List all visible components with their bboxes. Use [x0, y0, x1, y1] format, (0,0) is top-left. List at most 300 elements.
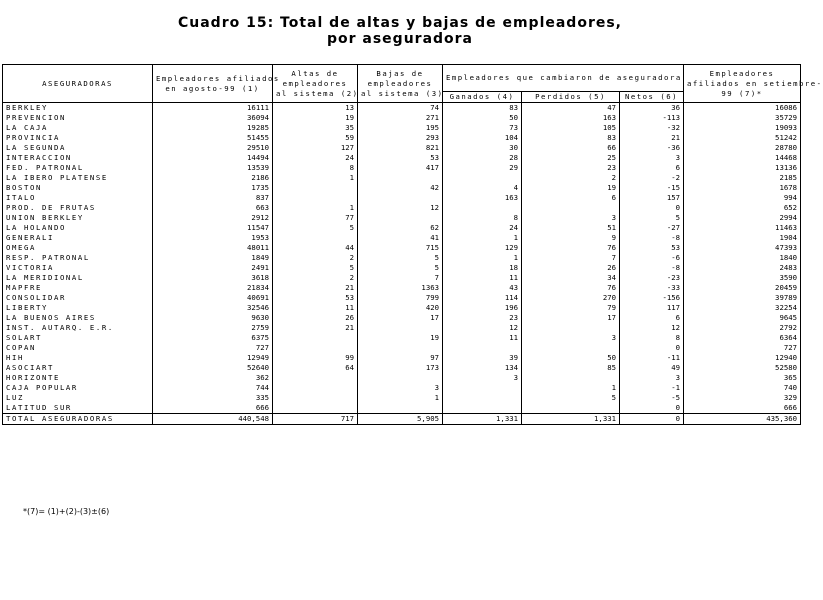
cell-perdidos: [522, 343, 620, 353]
total-altas: 717: [273, 414, 358, 425]
cell-altas: 11: [273, 303, 358, 313]
cell-netos: 0: [620, 343, 684, 353]
cell-altas: [273, 193, 358, 203]
cell-afiliados-setiembre: 2185: [684, 173, 801, 183]
cell-ganados: 29: [443, 163, 522, 173]
cell-bajas: [358, 343, 443, 353]
table-row: [3, 403, 801, 414]
cell-afiliados-setiembre: 666: [684, 403, 801, 414]
aseguradora-name: LATITUD SUR: [3, 403, 153, 414]
cell-perdidos: 2: [522, 173, 620, 183]
aseguradora-name: INTERACCION: [3, 153, 153, 163]
cell-netos: -15: [620, 183, 684, 193]
cell-afiliados-setiembre: 329: [684, 393, 801, 403]
aseguradora-name: FED. PATRONAL: [3, 163, 153, 173]
cell-ganados: 23: [443, 313, 522, 323]
cell-ganados: 4: [443, 183, 522, 193]
cell-ganados: 1: [443, 233, 522, 243]
table-row: [3, 163, 801, 173]
cell-bajas: 715: [358, 243, 443, 253]
table-title: [0, 15, 800, 47]
aseguradora-name: LA CAJA: [3, 123, 153, 133]
cell-netos: -27: [620, 223, 684, 233]
cell-altas: 21: [273, 283, 358, 293]
aseguradora-name: CAJA POPULAR: [3, 383, 153, 393]
cell-ganados: 104: [443, 133, 522, 143]
cell-bajas: 1363: [358, 283, 443, 293]
cell-perdidos: 66: [522, 143, 620, 153]
table-row: [3, 123, 801, 133]
cell-perdidos: 51: [522, 223, 620, 233]
cell-altas: 5: [273, 263, 358, 273]
cell-bajas: 12: [358, 203, 443, 213]
cell-netos: -6: [620, 253, 684, 263]
cell-ganados: [443, 403, 522, 414]
cell-perdidos: 23: [522, 163, 620, 173]
total-ganados: 1,331: [443, 414, 522, 425]
cell-perdidos: [522, 403, 620, 414]
cell-ganados: 28: [443, 153, 522, 163]
cell-perdidos: 9: [522, 233, 620, 243]
table-row: [3, 203, 801, 213]
cell-afiliados-agosto: 1735: [153, 183, 273, 193]
cell-bajas: 799: [358, 293, 443, 303]
cell-afiliados-agosto: 335: [153, 393, 273, 403]
cell-perdidos: 19: [522, 183, 620, 193]
cell-ganados: 196: [443, 303, 522, 313]
cell-bajas: [358, 323, 443, 333]
footnote: *(7)= (1)+(2)-(3)±(6): [23, 507, 110, 516]
cell-netos: -113: [620, 113, 684, 123]
aseguradora-name: MAPFRE: [3, 283, 153, 293]
cell-afiliados-agosto: 837: [153, 193, 273, 203]
cell-afiliados-agosto: 12949: [153, 353, 273, 363]
aseguradora-name: OMEGA: [3, 243, 153, 253]
cell-ganados: 114: [443, 293, 522, 303]
cell-perdidos: 3: [522, 333, 620, 343]
cell-altas: 1: [273, 203, 358, 213]
cell-altas: [273, 233, 358, 243]
cell-altas: [273, 333, 358, 343]
table-row: [3, 103, 801, 114]
cell-afiliados-setiembre: 3590: [684, 273, 801, 283]
cell-ganados: 134: [443, 363, 522, 373]
total-afiliados-agosto: 440,548: [153, 414, 273, 425]
total-netos: 0: [620, 414, 684, 425]
cell-afiliados-agosto: 52640: [153, 363, 273, 373]
cell-altas: 8: [273, 163, 358, 173]
cell-netos: 49: [620, 363, 684, 373]
cell-perdidos: 83: [522, 133, 620, 143]
cell-afiliados-setiembre: 14468: [684, 153, 801, 163]
cell-perdidos: [522, 323, 620, 333]
cell-afiliados-agosto: 9630: [153, 313, 273, 323]
cell-afiliados-agosto: 2491: [153, 263, 273, 273]
cell-perdidos: 47: [522, 103, 620, 114]
cell-bajas: 97: [358, 353, 443, 363]
cell-afiliados-agosto: 32546: [153, 303, 273, 313]
cell-ganados: [443, 203, 522, 213]
cell-altas: 24: [273, 153, 358, 163]
cell-netos: 0: [620, 203, 684, 213]
aseguradora-name: LIBERTY: [3, 303, 153, 313]
table-row: [3, 183, 801, 193]
cell-bajas: 5: [358, 263, 443, 273]
cell-perdidos: 7: [522, 253, 620, 263]
cell-perdidos: [522, 203, 620, 213]
total-label: TOTAL ASEGURADORAS: [3, 414, 153, 425]
aseguradora-name: LA HOLANDO: [3, 223, 153, 233]
cell-afiliados-agosto: 663: [153, 203, 273, 213]
cell-afiliados-agosto: 16111: [153, 103, 273, 114]
cell-netos: 21: [620, 133, 684, 143]
cell-bajas: 42: [358, 183, 443, 193]
cell-afiliados-agosto: 21834: [153, 283, 273, 293]
cell-afiliados-agosto: 13539: [153, 163, 273, 173]
cell-bajas: 821: [358, 143, 443, 153]
cell-afiliados-setiembre: 1678: [684, 183, 801, 193]
cell-bajas: 5: [358, 253, 443, 263]
table-row: [3, 303, 801, 313]
cell-afiliados-agosto: 1953: [153, 233, 273, 243]
cell-bajas: 53: [358, 153, 443, 163]
cell-afiliados-setiembre: 52580: [684, 363, 801, 373]
aseguradora-name: CONSOLIDAR: [3, 293, 153, 303]
cell-afiliados-setiembre: 365: [684, 373, 801, 383]
cell-altas: [273, 403, 358, 414]
cell-afiliados-setiembre: 994: [684, 193, 801, 203]
aseguradora-name: SOLART: [3, 333, 153, 343]
cell-ganados: 73: [443, 123, 522, 133]
cell-afiliados-setiembre: 1904: [684, 233, 801, 243]
aseguradora-name: LA MERIDIONAL: [3, 273, 153, 283]
cell-afiliados-setiembre: 740: [684, 383, 801, 393]
cell-afiliados-setiembre: 39789: [684, 293, 801, 303]
cell-perdidos: 6: [522, 193, 620, 203]
total-row: [3, 414, 801, 425]
cell-netos: -8: [620, 233, 684, 243]
table-row: [3, 373, 801, 383]
cell-altas: [273, 183, 358, 193]
cell-afiliados-setiembre: 47393: [684, 243, 801, 253]
cell-perdidos: 85: [522, 363, 620, 373]
table-row: [3, 153, 801, 163]
header-aseguradoras: ASEGURADORAS: [3, 65, 153, 103]
cell-afiliados-agosto: 3618: [153, 273, 273, 283]
cell-ganados: 18: [443, 263, 522, 273]
cell-netos: 157: [620, 193, 684, 203]
cell-perdidos: 50: [522, 353, 620, 363]
aseguradora-name: ITALO: [3, 193, 153, 203]
cell-perdidos: [522, 373, 620, 383]
aseguradora-name: VICTORIA: [3, 263, 153, 273]
cell-afiliados-agosto: 48011: [153, 243, 273, 253]
cell-netos: 53: [620, 243, 684, 253]
table-row: [3, 223, 801, 233]
cell-bajas: 417: [358, 163, 443, 173]
cell-netos: 5: [620, 213, 684, 223]
aseguradora-name: PREVENCION: [3, 113, 153, 123]
cell-afiliados-setiembre: 9645: [684, 313, 801, 323]
cell-perdidos: 26: [522, 263, 620, 273]
header-afiliados-setiembre: Empleadores afiliados en setiembre- 99 (7)*: [684, 65, 801, 103]
cell-bajas: 195: [358, 123, 443, 133]
table-row: [3, 233, 801, 243]
cell-afiliados-agosto: 2186: [153, 173, 273, 183]
aseguradora-name: LA BUENOS AIRES: [3, 313, 153, 323]
table-row: [3, 273, 801, 283]
cell-netos: -5: [620, 393, 684, 403]
cell-afiliados-setiembre: 12940: [684, 353, 801, 363]
cell-ganados: 163: [443, 193, 522, 203]
table-row: [3, 133, 801, 143]
table-row: [3, 213, 801, 223]
cell-altas: [273, 373, 358, 383]
cell-bajas: 62: [358, 223, 443, 233]
aseguradora-name: ASOCIART: [3, 363, 153, 373]
insurers-table: [2, 64, 823, 425]
table-row: [3, 313, 801, 323]
table-row: [3, 293, 801, 303]
header-perdidos: Perdidos (5): [522, 92, 620, 103]
cell-perdidos: 76: [522, 283, 620, 293]
cell-altas: 26: [273, 313, 358, 323]
title-line-1: Cuadro 15: Total de altas y bajas de empleadores,: [177, 15, 622, 31]
cell-netos: -36: [620, 143, 684, 153]
cell-perdidos: 163: [522, 113, 620, 123]
cell-bajas: [358, 403, 443, 414]
cell-bajas: 1: [358, 393, 443, 403]
cell-altas: 35: [273, 123, 358, 133]
header-afiliados-agosto: Empleadores afiliados en agosto-99 (1): [153, 65, 273, 103]
cell-afiliados-agosto: 362: [153, 373, 273, 383]
cell-ganados: 39: [443, 353, 522, 363]
header-netos: Netos (6): [620, 92, 684, 103]
cell-netos: 3: [620, 153, 684, 163]
aseguradora-name: BOSTON: [3, 183, 153, 193]
aseguradora-name: PROVINCIA: [3, 133, 153, 143]
aseguradora-name: BERKLEY: [3, 103, 153, 114]
cell-ganados: 43: [443, 283, 522, 293]
cell-afiliados-setiembre: 16086: [684, 103, 801, 114]
cell-altas: 127: [273, 143, 358, 153]
cell-afiliados-agosto: 727: [153, 343, 273, 353]
cell-afiliados-agosto: 6375: [153, 333, 273, 343]
cell-ganados: 11: [443, 273, 522, 283]
cell-altas: 5: [273, 223, 358, 233]
cell-ganados: 30: [443, 143, 522, 153]
cell-ganados: [443, 393, 522, 403]
cell-ganados: 83: [443, 103, 522, 114]
cell-ganados: 12: [443, 323, 522, 333]
cell-bajas: 19: [358, 333, 443, 343]
table-row: [3, 173, 801, 183]
table-row: [3, 353, 801, 363]
table-footer: [3, 414, 801, 425]
cell-perdidos: 76: [522, 243, 620, 253]
cell-afiliados-setiembre: 2792: [684, 323, 801, 333]
cell-bajas: [358, 173, 443, 183]
cell-altas: 2: [273, 253, 358, 263]
cell-afiliados-setiembre: 19093: [684, 123, 801, 133]
cell-perdidos: 270: [522, 293, 620, 303]
cell-afiliados-agosto: 11547: [153, 223, 273, 233]
cell-ganados: 1: [443, 253, 522, 263]
header-cambiaron: Empleadores que cambiaron de aseguradora: [443, 65, 684, 92]
cell-afiliados-agosto: 2759: [153, 323, 273, 333]
cell-afiliados-setiembre: 13136: [684, 163, 801, 173]
cell-altas: [273, 383, 358, 393]
cell-afiliados-agosto: 19285: [153, 123, 273, 133]
cell-netos: 117: [620, 303, 684, 313]
total-perdidos: 1,331: [522, 414, 620, 425]
cell-afiliados-agosto: 40691: [153, 293, 273, 303]
cell-afiliados-setiembre: 1840: [684, 253, 801, 263]
cell-altas: 21: [273, 323, 358, 333]
cell-netos: -156: [620, 293, 684, 303]
cell-altas: 19: [273, 113, 358, 123]
cell-bajas: 17: [358, 313, 443, 323]
cell-netos: 6: [620, 163, 684, 173]
cell-ganados: [443, 173, 522, 183]
cell-afiliados-setiembre: 727: [684, 343, 801, 353]
cell-afiliados-setiembre: 2483: [684, 263, 801, 273]
table-header: [3, 65, 823, 103]
cell-bajas: 41: [358, 233, 443, 243]
cell-ganados: 8: [443, 213, 522, 223]
cell-altas: 1: [273, 173, 358, 183]
table-row: [3, 193, 801, 203]
aseguradora-name: HIH: [3, 353, 153, 363]
aseguradora-name: RESP. PATRONAL: [3, 253, 153, 263]
cell-afiliados-setiembre: 20459: [684, 283, 801, 293]
cell-netos: 3: [620, 373, 684, 383]
cell-afiliados-agosto: 36094: [153, 113, 273, 123]
cell-afiliados-setiembre: 28780: [684, 143, 801, 153]
cell-afiliados-agosto: 666: [153, 403, 273, 414]
cell-ganados: 3: [443, 373, 522, 383]
cell-netos: 6: [620, 313, 684, 323]
title-line-2: por aseguradora: [326, 31, 474, 47]
cell-altas: 59: [273, 133, 358, 143]
cell-ganados: [443, 383, 522, 393]
cell-netos: 12: [620, 323, 684, 333]
cell-netos: -2: [620, 173, 684, 183]
cell-netos: -11: [620, 353, 684, 363]
cell-bajas: [358, 213, 443, 223]
cell-afiliados-agosto: 1849: [153, 253, 273, 263]
cell-bajas: 74: [358, 103, 443, 114]
cell-altas: 64: [273, 363, 358, 373]
cell-perdidos: 1: [522, 383, 620, 393]
cell-netos: 8: [620, 333, 684, 343]
cell-altas: 99: [273, 353, 358, 363]
cell-afiliados-setiembre: 652: [684, 203, 801, 213]
cell-perdidos: 5: [522, 393, 620, 403]
cell-ganados: 24: [443, 223, 522, 233]
cell-altas: 2: [273, 273, 358, 283]
cell-perdidos: 79: [522, 303, 620, 313]
cell-afiliados-setiembre: 2994: [684, 213, 801, 223]
cell-ganados: 129: [443, 243, 522, 253]
cell-netos: 36: [620, 103, 684, 114]
total-bajas: 5,905: [358, 414, 443, 425]
header-ganados: Ganados (4): [443, 92, 522, 103]
table-row: [3, 323, 801, 333]
cell-afiliados-setiembre: 51242: [684, 133, 801, 143]
cell-perdidos: 3: [522, 213, 620, 223]
cell-afiliados-agosto: 29510: [153, 143, 273, 153]
cell-afiliados-setiembre: 32254: [684, 303, 801, 313]
cell-bajas: 271: [358, 113, 443, 123]
cell-perdidos: 25: [522, 153, 620, 163]
header-altas: Altas de empleadores al sistema (2): [273, 65, 358, 103]
cell-afiliados-setiembre: 6364: [684, 333, 801, 343]
cell-afiliados-agosto: 14494: [153, 153, 273, 163]
cell-netos: -8: [620, 263, 684, 273]
cell-bajas: 420: [358, 303, 443, 313]
cell-afiliados-agosto: 744: [153, 383, 273, 393]
table-row: [3, 283, 801, 293]
cell-bajas: 3: [358, 383, 443, 393]
table-row: [3, 393, 801, 403]
aseguradora-name: INST. AUTARQ. E.R.: [3, 323, 153, 333]
cell-altas: [273, 343, 358, 353]
table-row: [3, 263, 801, 273]
aseguradora-name: LUZ: [3, 393, 153, 403]
cell-bajas: 7: [358, 273, 443, 283]
cell-netos: -23: [620, 273, 684, 283]
table-row: [3, 383, 801, 393]
aseguradora-name: PROD. DE FRUTAS: [3, 203, 153, 213]
cell-netos: -33: [620, 283, 684, 293]
total-afiliados-setiembre: 435,360: [684, 414, 801, 425]
cell-bajas: 173: [358, 363, 443, 373]
table-row: [3, 243, 801, 253]
cell-perdidos: 105: [522, 123, 620, 133]
table-row: [3, 113, 801, 123]
cell-bajas: 293: [358, 133, 443, 143]
cell-altas: 77: [273, 213, 358, 223]
cell-altas: 13: [273, 103, 358, 114]
table-body: [3, 103, 801, 414]
header-bajas: Bajas de empleadores al sistema (3): [358, 65, 443, 103]
cell-ganados: 50: [443, 113, 522, 123]
cell-ganados: [443, 343, 522, 353]
table-row: [3, 343, 801, 353]
aseguradora-name: HORIZONTE: [3, 373, 153, 383]
cell-perdidos: 17: [522, 313, 620, 323]
table-row: [3, 363, 801, 373]
cell-altas: 44: [273, 243, 358, 253]
cell-altas: 53: [273, 293, 358, 303]
aseguradora-name: LA IBERO PLATENSE: [3, 173, 153, 183]
table-row: [3, 333, 801, 343]
cell-afiliados-agosto: 2912: [153, 213, 273, 223]
cell-afiliados-setiembre: 35729: [684, 113, 801, 123]
cell-afiliados-agosto: 51455: [153, 133, 273, 143]
aseguradora-name: GENERALI: [3, 233, 153, 243]
cell-netos: -1: [620, 383, 684, 393]
aseguradora-name: UNION BERKLEY: [3, 213, 153, 223]
table-row: [3, 143, 801, 153]
cell-netos: -32: [620, 123, 684, 133]
aseguradora-name: LA SEGUNDA: [3, 143, 153, 153]
cell-perdidos: 34: [522, 273, 620, 283]
cell-bajas: [358, 373, 443, 383]
cell-afiliados-setiembre: 11463: [684, 223, 801, 233]
cell-altas: [273, 393, 358, 403]
